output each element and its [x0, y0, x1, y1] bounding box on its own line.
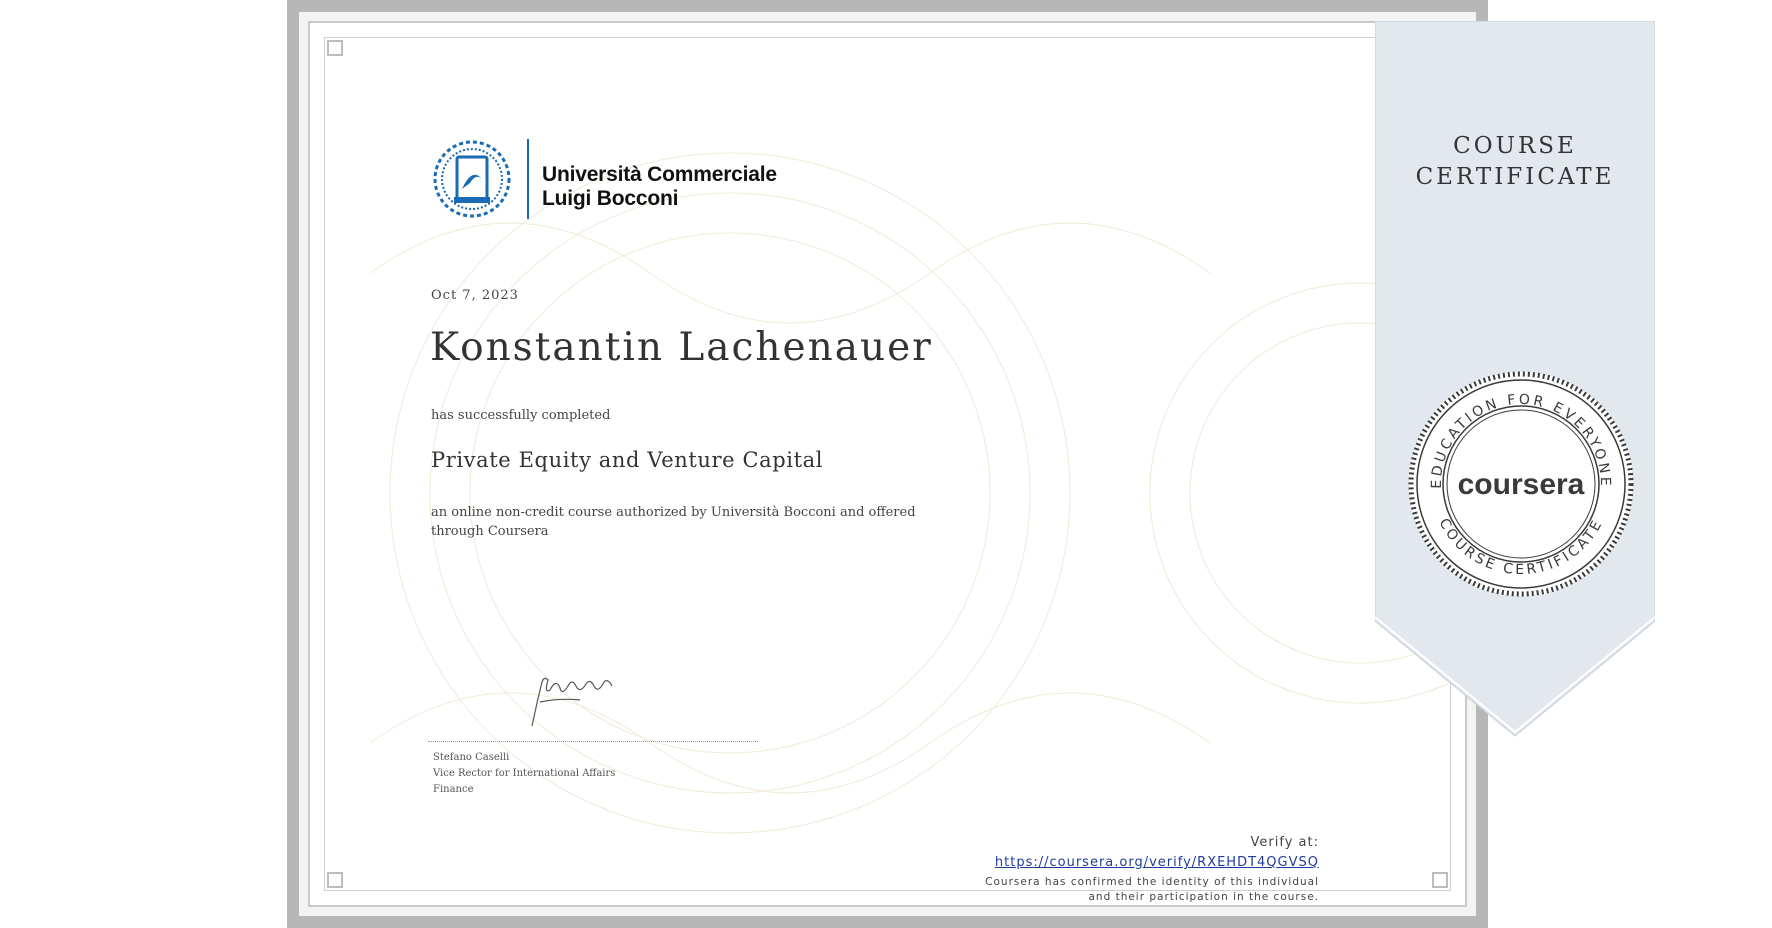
ribbon-label-line2: CERTIFICATE: [1415, 164, 1615, 190]
completion-statement: has successfully completed: [431, 408, 611, 423]
ribbon-label: [1375, 131, 1655, 193]
signature-image: [520, 668, 640, 728]
course-title: Private Equity and Venture Capital: [431, 448, 824, 472]
verify-link[interactable]: https://coursera.org/verify/RXEHDT4QGVSQ: [994, 855, 1319, 870]
recipient-name: Konstantin Lachenauer: [430, 325, 933, 370]
verify-block: [995, 835, 1319, 871]
seal-top-text: EDUCATION FOR EVERYONE: [1428, 391, 1614, 489]
bocconi-crest-icon: [432, 139, 512, 219]
university-name-line2: Luigi Bocconi: [542, 187, 679, 210]
university-logo: [432, 133, 792, 233]
logo-divider: [527, 139, 529, 219]
seal-bottom-text: COURSE CERTIFICATE: [1435, 515, 1607, 579]
ribbon-label-line1: COURSE: [1453, 133, 1577, 159]
coursera-seal: [1405, 368, 1637, 600]
signer-title: Vice Rector for International Affairs: [433, 768, 616, 779]
university-name: [542, 163, 777, 211]
verification-note: Coursera has confirmed the identity of this individual and their participation in the course.: [985, 876, 1319, 903]
seal-wordmark: coursera: [1457, 468, 1585, 501]
signature-line: [428, 741, 758, 742]
verify-label: Verify at:: [1250, 835, 1319, 850]
certificate-paper: [308, 21, 1615, 907]
university-name-line1: Università Commerciale: [542, 163, 777, 186]
signer-block: [433, 750, 615, 798]
signer-department: Finance: [433, 784, 474, 795]
issue-date: Oct 7, 2023: [431, 288, 519, 303]
course-description: an online non-credit course authorized by Università Bocconi and offered through Coursera: [431, 505, 916, 539]
certificate-frame: [287, 0, 1615, 928]
signer-name: Stefano Caselli: [433, 752, 510, 763]
